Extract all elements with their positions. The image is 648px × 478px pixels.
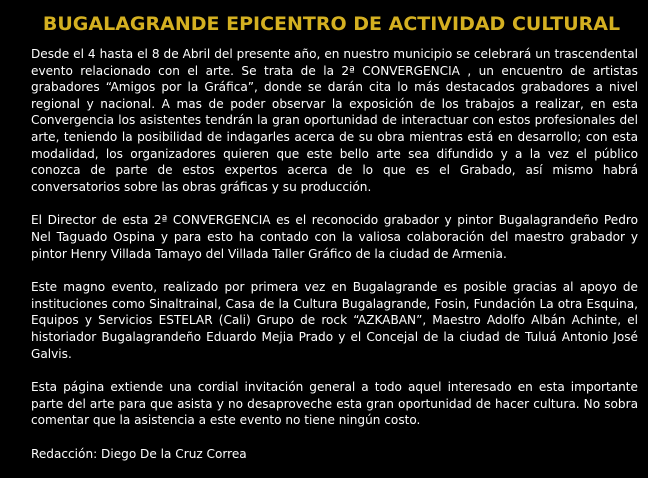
article-byline: Redacción: Diego De la Cruz Correa bbox=[31, 446, 247, 461]
article-paragraph-director: El Director de esta 2ª CONVERGENCIA es el reconocido grabador y pintor Bugalagrandeño Pedro Nel Taguado Ospina y para esto ha contado con la valiosa colaboración del maestro grabador y pintor Henry Villada Tamayo del Villada Taller Gráfico de la ciudad de Armenia. bbox=[31, 213, 638, 261]
article-title: BUGALAGRANDE EPICENTRO DE ACTIVIDAD CULTURAL bbox=[42, 13, 621, 35]
article-paragraph-invitation: Esta página extiende una cordial invitación general a todo aquel interesado en esta importante parte del arte para que asista y no desaproveche esta gran oportunidad de hacer cultura. No sobra comentar que la asistencia a este evento no tiene ningún costo. bbox=[31, 380, 638, 428]
article-paragraph-sponsors: Este magno evento, realizado por primera vez en Bugalagrande es posible gracias al apoyo de instituciones como Sinaltrainal, Casa de la Cultura Bugalagrande, Fosin, Fundación La otra Esquina, Equipos y Servicios ESTELAR (Cali) Grupo de rock “AZKABAN”, Maestro Adolfo Albán Achinte, el historiador Bugalagrandeño Eduardo Mejia Prado y el Concejal de la ciudad de Tuluá Antonio José Galvis. bbox=[31, 280, 638, 361]
article-paragraph-intro: Desde el 4 hasta el 8 de Abril del presente año, en nuestro municipio se celebrará un trascendental evento relacionado con el arte. Se trata de la 2ª CONVERGENCIA , un encuentro de artistas grabadores “Amigos por la Gráfica”, donde se darán cita lo más destacados grabadores a nivel regional y nacional. A mas de poder observar la exposición de los trabajos a realizar, en esta Convergencia los asistentes tendrán la gran oportunidad de interactuar con estos profesionales del arte, teniendo la posibilidad de indagarles acerca de su obra mientras está en desarrollo; con esta modalidad, los organizadores quieren que este bello arte sea difundido y a la vez el público conozca de parte de estos expertos acerca de lo que es el Grabado, así mismo habrá conversatorios sobre las obras gráficas y su producción. bbox=[31, 47, 638, 194]
